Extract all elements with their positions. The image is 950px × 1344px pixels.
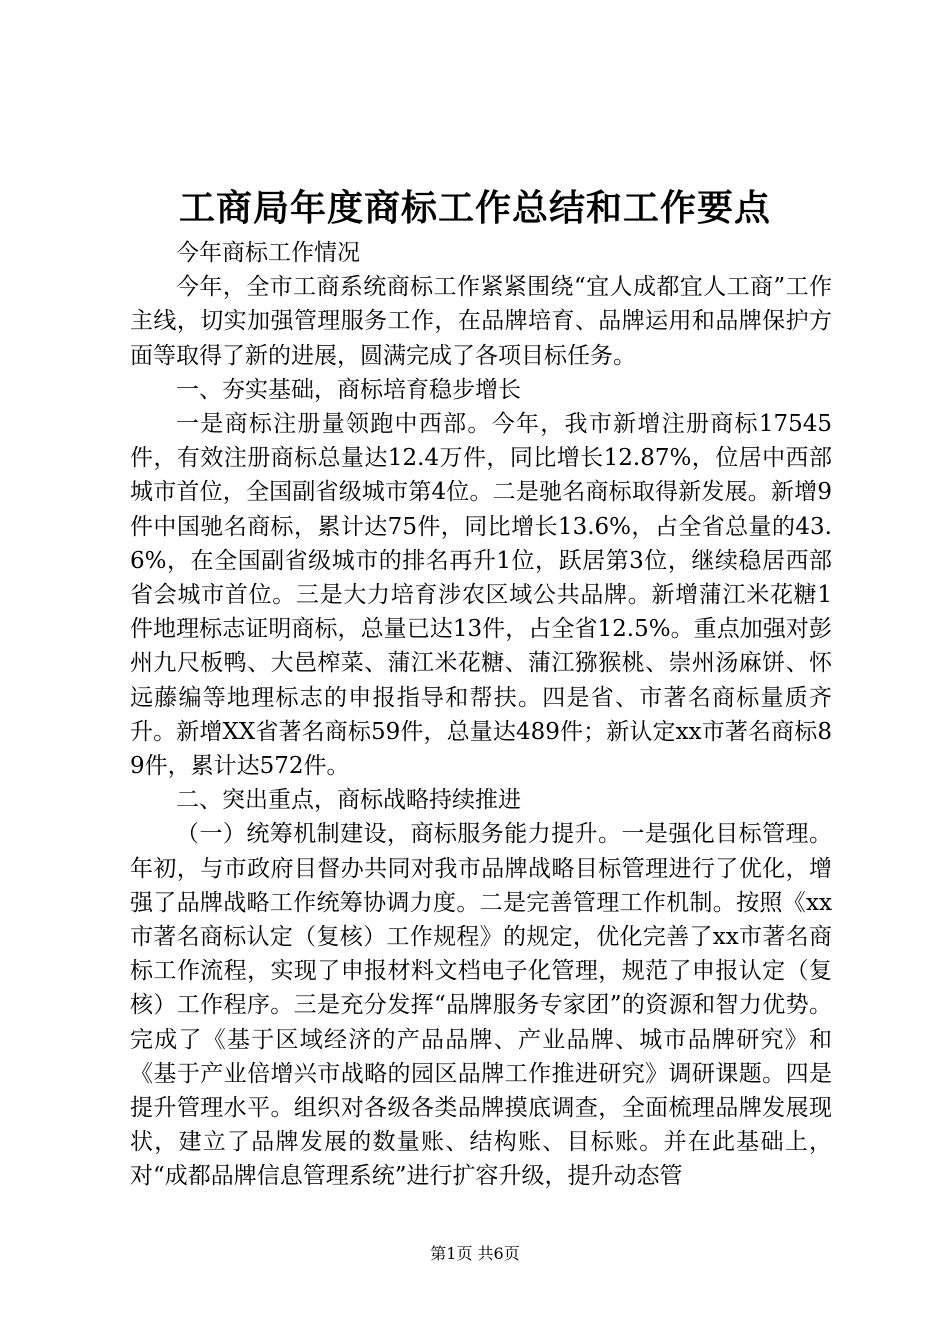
section-heading: 今年商标工作情况 xyxy=(176,240,360,266)
document-body xyxy=(130,236,832,1194)
section-heading: 一、夯实基础，商标培育稳步增长 xyxy=(176,376,521,403)
body-paragraph: 一是商标注册量领跑中西部。今年，我市新增注册商标17545件，有效注册商标总量达12.4万件，同比增长12.87%，位居中西部城市首位，全国副省级城市第4位。二是驰名商标取得新发展。新增9件中国驰名商标，累计达75件，同比增长13.6%，占全省总量的43.6%，在全国副省级城市的排名再升1位，跃居第3位，继续稳居西部省会城市首位。三是大力培育涉农区域公共品牌。新增蒲江米花糖1件地理标志证明商标，总量已达13件，占全省12.5%。重点加强对彭州九尺板鸭、大邑榨菜、蒲江米花糖、蒲江猕猴桃、崇州汤麻饼、怀远藤编等地理标志的申报指导和帮扶。四是省、市著名商标量质齐升。新增XX省著名商标59件，总量达489件；新认定xx市著名商标89件，累计达572件。 xyxy=(130,411,832,780)
body-paragraph: 今年，全市工商系统商标工作紧紧围绕“宜人成都宜人工商”工作主线，切实加强管理服务工作，在品牌培育、品牌运用和品牌保护方面等取得了新的进展，圆满完成了各项目标任务。 xyxy=(130,274,832,369)
page-number-footer: 第1页 共6页 xyxy=(430,1244,520,1263)
section-heading: 二、突出重点，商标战略持续推进 xyxy=(176,787,521,814)
document-title: 工商局年度商标工作总结和工作要点 xyxy=(178,187,771,229)
body-paragraph: （一）统筹机制建设，商标服务能力提升。一是强化目标管理。年初，与市政府目督办共同对我市品牌战略目标管理进行了优化，增强了品牌战略工作统筹协调力度。二是完善管理工作机制。按照《xx市著名商标认定（复核）工作规程》的规定，优化完善了xx市著名商标工作流程，实现了申报材料文档电子化管理，规范了申报认定（复核）工作程序。三是充分发挥“品牌服务专家团”的资源和智力优势。完成了《基于区域经济的产品品牌、产业品牌、城市品牌研究》和《基于产业倍增兴市战略的园区品牌工作推进研究》调研课题。四是提升管理水平。组织对各级各类品牌摸底调查，全面梳理品牌发展现状，建立了品牌发展的数量账、结构账、目标账。并在此基础上，对“成都品牌信息管理系统”进行扩容升级，提升动态管 xyxy=(130,821,832,1190)
